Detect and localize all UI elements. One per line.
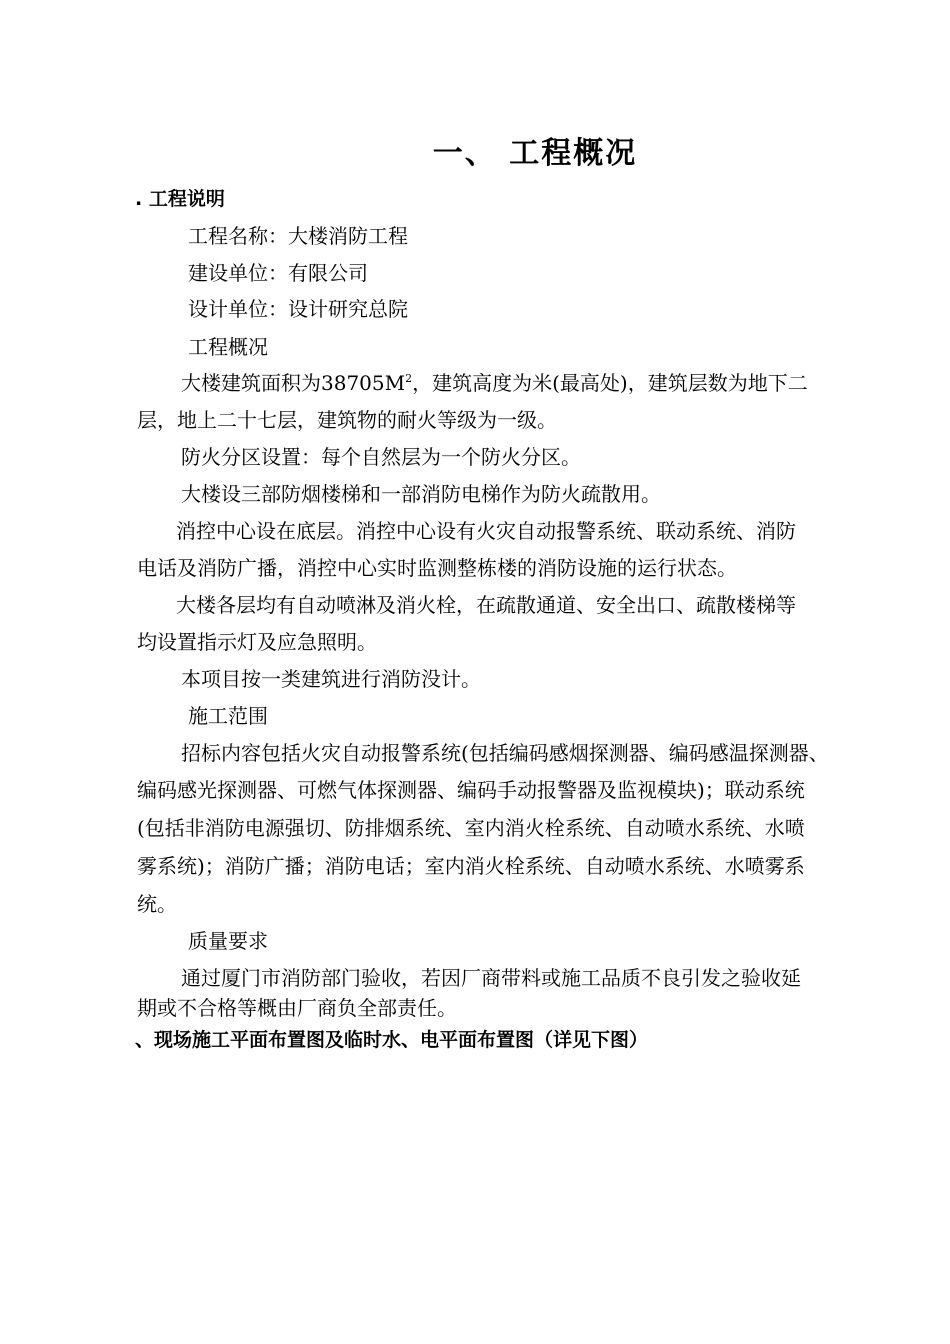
overview-heading: 工程概况 xyxy=(188,335,268,359)
paragraph-fire-zone: 防火分区设置：每个自然层为一个防火分区。 xyxy=(181,445,581,469)
paragraph-stairs: 大楼设三部防烟楼梯和一部消防电梯作为防火疏散用。 xyxy=(181,482,661,506)
paragraph-scope-line3: (包括非消防电源强切、防排烟系统、室内消火栓系统、自动喷水系统、水喷 xyxy=(137,816,805,840)
paragraph-scope-line1: 招标内容包括火灾自动报警系统(包括编码感烟探测器、编码感温探测器、 xyxy=(181,741,829,765)
project-name-line: 工程名称：大楼消防工程 xyxy=(188,224,408,248)
section2-heading: 、现场施工平面布置图及临时水、电平面布置图（详见下图） xyxy=(135,1029,649,1051)
builder-line: 建设单位：有限公司 xyxy=(188,261,368,285)
paragraph-scope-line5: 统。 xyxy=(137,892,177,916)
paragraph-area-line1 xyxy=(181,370,808,396)
area-text: 大楼建筑面积为38705M xyxy=(181,371,406,395)
area-superscript: 2 xyxy=(405,372,413,385)
quality-heading: 质量要求 xyxy=(188,929,268,953)
paragraph-quality-line2: 期或不合格等概由厂商负全部责任。 xyxy=(137,996,457,1020)
paragraph-sprinkler-line1: 大楼各层均有自动喷淋及消火栓，在疏散通道、安全出口、疏散楼梯等 xyxy=(176,593,796,617)
paragraph-control-center-line2: 电话及消防广播，消控中心实时监测整栋楼的消防设施的运行状态。 xyxy=(137,556,737,580)
paragraph-scope-line4: 雾系统)；消防广播；消防电话；室内消火栓系统、自动喷水系统、水喷雾系 xyxy=(137,854,805,878)
paragraph-sprinkler-line2: 均设置指示灯及应急照明。 xyxy=(137,630,377,654)
scope-heading: 施工范围 xyxy=(188,704,268,728)
height-text: ，建筑高度为米(最高处)，建筑层数为地下二 xyxy=(412,371,808,395)
paragraph-quality-line1: 通过厦门市消防部门验收，若因厂商带料或施工品质不良引发之验收延 xyxy=(181,966,801,990)
paragraph-area-line2: 层，地上二十七层，建筑物的耐火等级为一级。 xyxy=(137,408,557,432)
designer-line: 设计单位：设计研究总院 xyxy=(188,297,408,321)
paragraph-design-class: 本项目按一类建筑进行消防没计。 xyxy=(181,667,481,691)
section-heading: . 工程说明 xyxy=(135,188,225,210)
page-title: 一、 工程概况 xyxy=(432,136,638,171)
paragraph-scope-line2: 编码感光探测器、可燃气体探测器、编码手动报警器及监视模块)；联动系统 xyxy=(137,778,805,802)
paragraph-control-center-line1: 消控中心设在底层。消控中心设有火灾自动报警系统、联动系统、消防 xyxy=(176,519,796,543)
